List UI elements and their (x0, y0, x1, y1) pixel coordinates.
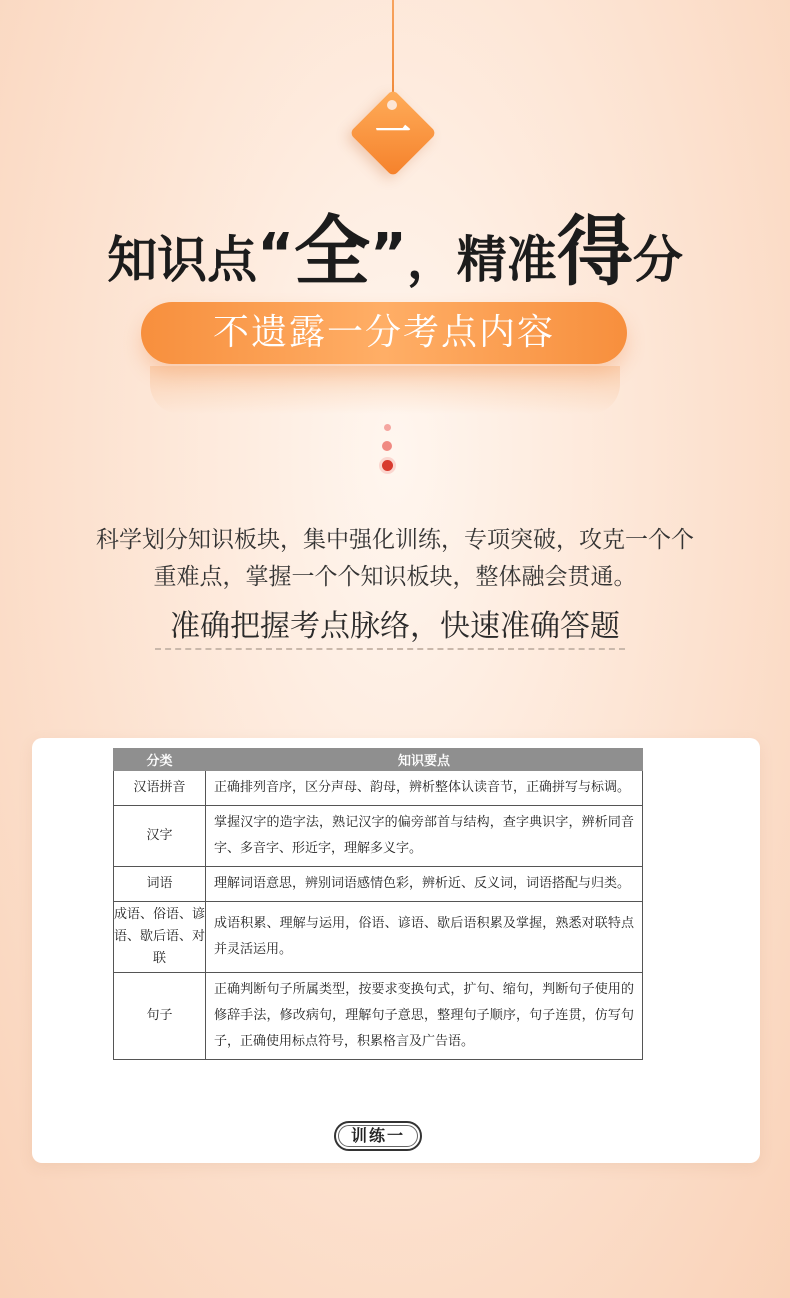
row-category: 汉语拼音 (114, 771, 206, 806)
decor-dot-medium (382, 441, 392, 451)
section-number: 一 (374, 112, 411, 153)
subheading-pill: 不遗露一分考点内容 (141, 302, 627, 364)
row-category: 句子 (114, 973, 206, 1060)
row-points: 正确判断句子所属类型，按要求变换句式，扩句、缩句，判断句子使用的修辞手法，修改病句，理解句子意思，整理句子顺序，句子连贯，仿写句子，正确使用标点符号，积累格言及广告语。 (206, 973, 643, 1060)
row-category: 成语、俗语、谚语、歇后语、对联 (114, 902, 206, 973)
decor-dot-large (379, 457, 396, 474)
headline-part1: 知识点 (107, 231, 258, 289)
row-points: 成语积累、理解与运用，俗语、谚语、歇后语积累及掌握，熟悉对联特点并灵活运用。 (206, 902, 643, 973)
subtitle: 准确把握考点脉络，快速准确答题 (170, 609, 620, 644)
table-row (114, 867, 643, 902)
row-points: 掌握汉字的造字法，熟记汉字的偏旁部首与结构，查字典识字，辨析同音字、多音字、形近字，理解多义字。 (206, 806, 643, 867)
headline-part3: 分 (632, 231, 683, 289)
subtitle-underline (155, 648, 625, 650)
table-row (114, 806, 643, 867)
headline (0, 190, 790, 300)
decor-dot-small (384, 424, 391, 431)
headline-part2: ，精准 (406, 231, 557, 289)
pill-reflection (150, 366, 620, 414)
table-header-row (114, 749, 643, 771)
section-badge-label: 训练一 (350, 1126, 405, 1145)
headline-emphasis2: 得 (556, 207, 633, 296)
header-points: 知识要点 (206, 749, 643, 771)
table-row (114, 973, 643, 1060)
table-row (114, 902, 643, 973)
header-category: 分类 (114, 749, 206, 771)
row-points: 理解词语意思，辨别词语感情色彩，辨析近、反义词，词语搭配与归类。 (206, 867, 643, 902)
headline-emphasis: 全 (294, 207, 370, 296)
row-category: 词语 (114, 867, 206, 902)
hanging-string (392, 0, 394, 100)
headline-quote-open: “ (257, 222, 294, 287)
description-line1: 科学划分知识板块，集中强化训练，专项突破，攻克一个个 (96, 527, 694, 553)
row-points: 正确排列音序，区分声母、韵母，辨析整体认读音节，正确拼写与标调。 (206, 771, 643, 806)
table-row (114, 771, 643, 806)
headline-quote-close: ” (370, 222, 407, 287)
knowledge-table (113, 748, 643, 1060)
description-line2: 重难点，掌握一个个知识板块，整体融会贯通。 (153, 564, 637, 590)
row-category: 汉字 (114, 806, 206, 867)
description (60, 522, 730, 596)
